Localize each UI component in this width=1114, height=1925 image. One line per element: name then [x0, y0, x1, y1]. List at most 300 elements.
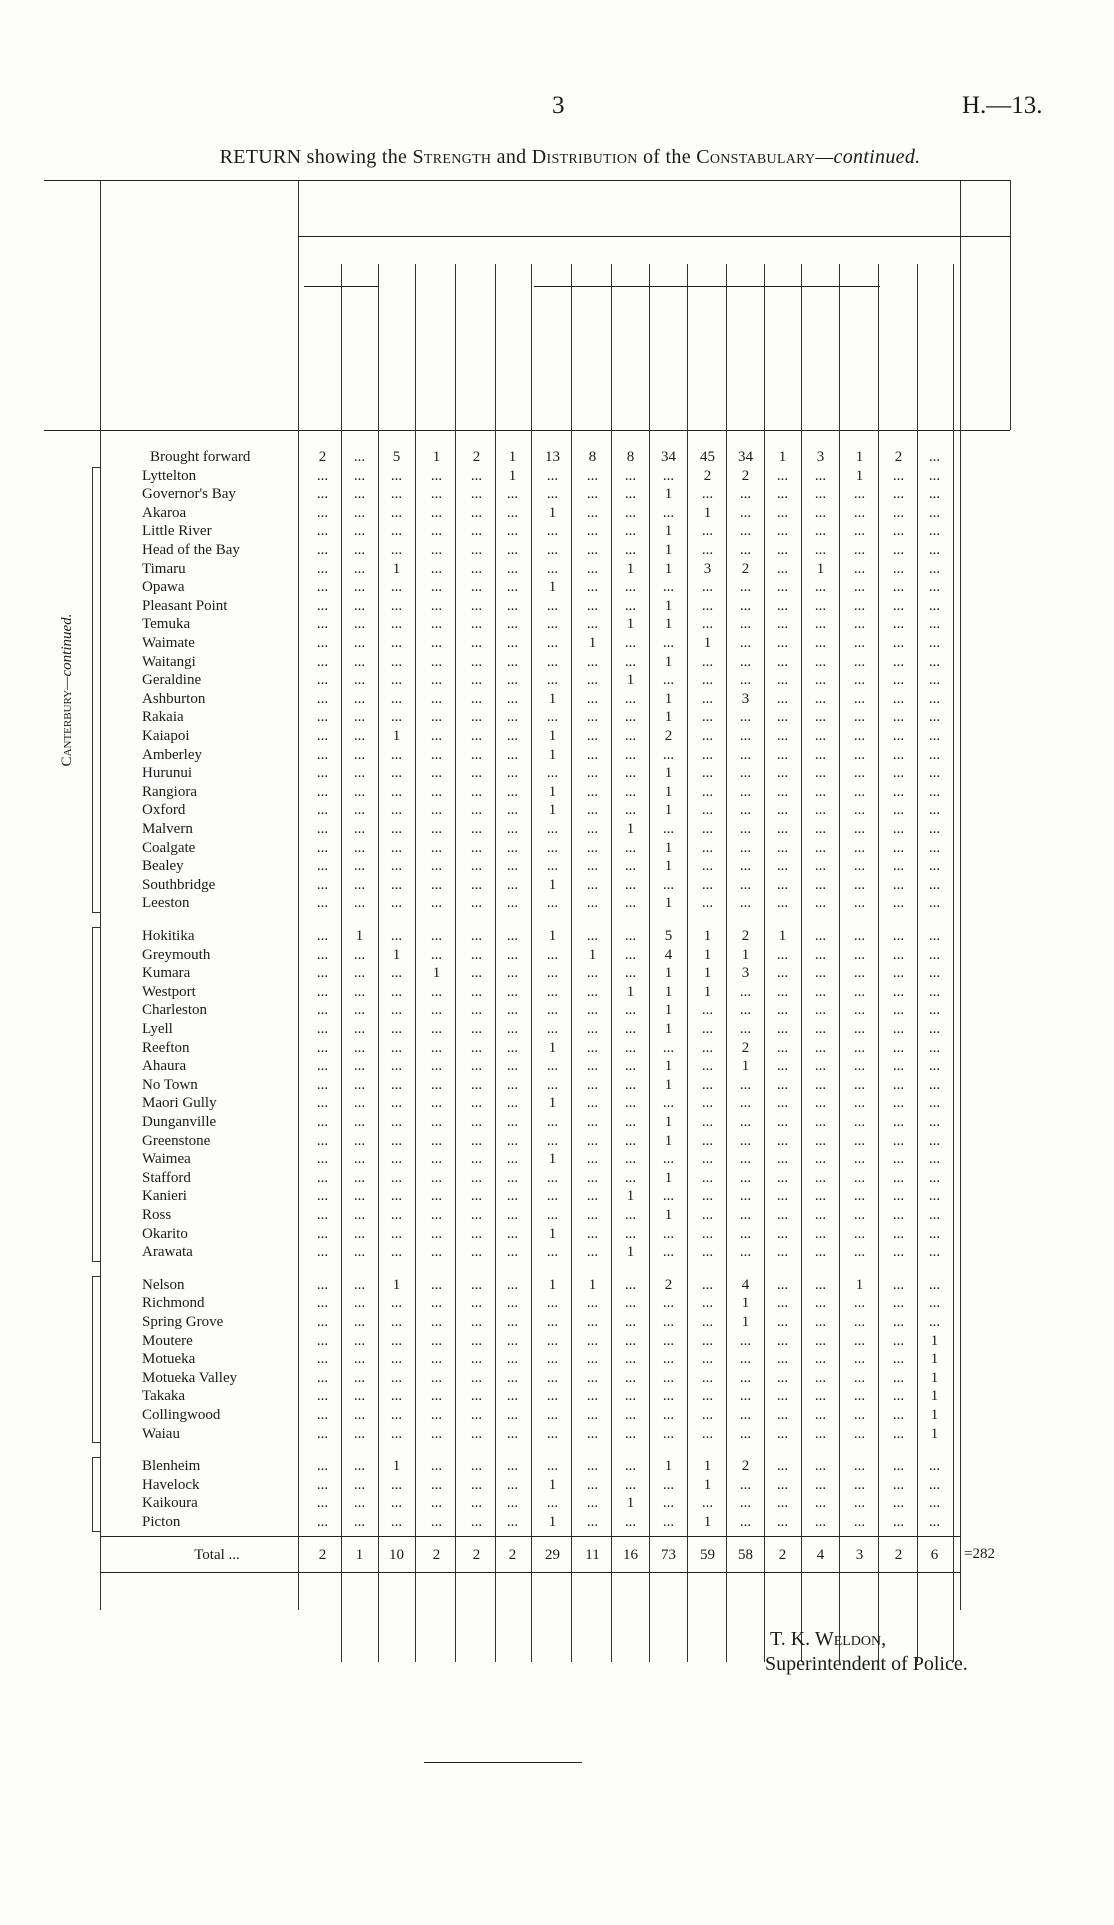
table-cell: ...: [624, 690, 637, 707]
table-cell: 1: [855, 1276, 864, 1293]
district-label-2: [66, 1449, 86, 1539]
table-cell: ...: [506, 965, 519, 982]
table-cell: ...: [853, 1244, 866, 1261]
table-cell: ...: [546, 1495, 559, 1512]
table-cell: 1: [548, 802, 557, 819]
district-name: Canterbury: [59, 689, 75, 767]
table-cell: ...: [353, 486, 366, 503]
table-cell: ...: [928, 1314, 941, 1330]
station-name: [142, 1057, 324, 1075]
table-cell: 2: [894, 449, 903, 465]
table-cell: ...: [928, 542, 941, 558]
table-cell: ...: [892, 1095, 905, 1112]
station-name: [142, 1294, 324, 1312]
table-cell: ...: [814, 1002, 827, 1019]
table-cell: ...: [624, 839, 637, 856]
station-label: Maori Gully: [142, 1095, 220, 1111]
table-cell: ...: [739, 746, 752, 763]
table-cell: ...: [430, 876, 443, 893]
table-cell: 1: [930, 1332, 939, 1349]
table-cell: ...: [701, 1188, 714, 1205]
table-cell: ...: [892, 1207, 905, 1223]
station-name: [142, 839, 324, 857]
table-cell: ...: [470, 1244, 483, 1261]
table-cell: ...: [624, 709, 637, 726]
table-cell: ...: [470, 1276, 483, 1293]
table-cell: ...: [739, 1002, 752, 1019]
table-cell: ...: [506, 821, 519, 837]
title-suffix: —continued.: [815, 146, 921, 168]
table-cell: ...: [853, 1002, 866, 1019]
table-cell: ...: [470, 597, 483, 614]
table-cell: ...: [316, 1188, 329, 1205]
table-cell: ...: [470, 858, 483, 875]
table-cell: ...: [316, 783, 329, 800]
table-cell: 1: [703, 946, 712, 963]
table-cell: ...: [814, 1425, 827, 1442]
column-header-8: [620, 298, 642, 422]
table-cell: ...: [353, 1151, 366, 1168]
total-cell: 10: [389, 1546, 404, 1563]
table-cell: ...: [586, 983, 599, 1000]
table-cell: ...: [390, 895, 403, 912]
table-cell: ...: [430, 1369, 443, 1386]
table-cell: ...: [546, 1114, 559, 1130]
table-cell: ...: [739, 1495, 752, 1512]
table-cell: ...: [814, 1332, 827, 1349]
table-cell: ...: [546, 1169, 559, 1186]
table-cell: ...: [470, 1388, 483, 1405]
table-cell: ...: [470, 1495, 483, 1512]
station-label: Southbridge: [142, 877, 218, 893]
table-cell: ...: [390, 765, 403, 782]
table-cell: ...: [353, 1114, 366, 1130]
table-cell: ...: [853, 1021, 866, 1037]
table-cell: ...: [353, 635, 366, 651]
table-cell: ...: [814, 616, 827, 633]
table-cell: 1: [508, 449, 517, 465]
table-cell: 1: [355, 928, 364, 944]
table-title: [130, 146, 1010, 169]
station-name: [142, 946, 324, 964]
table-cell: ...: [853, 672, 866, 689]
table-cell: ...: [701, 1169, 714, 1186]
column-header-11: [735, 298, 757, 422]
table-cell: ...: [928, 928, 941, 944]
station-name: [142, 1039, 324, 1057]
table-cell: ...: [506, 1244, 519, 1261]
table-cell: ...: [586, 802, 599, 819]
table-cell: ...: [624, 1388, 637, 1405]
table-cell: 1: [548, 1514, 557, 1530]
table-cell: ...: [390, 1495, 403, 1512]
table-cell: ...: [353, 1002, 366, 1019]
column-header-0: [312, 298, 334, 422]
table-cell: ...: [776, 1369, 789, 1386]
table-cell: ...: [892, 1114, 905, 1130]
table-cell: ...: [506, 876, 519, 893]
station-name: [142, 876, 324, 894]
table-cell: ...: [701, 783, 714, 800]
table-cell: ...: [546, 1244, 559, 1261]
table-cell: ...: [928, 690, 941, 707]
table-cell: ...: [506, 983, 519, 1000]
table-cell: ...: [701, 616, 714, 633]
table-cell: 2: [741, 1458, 750, 1475]
table-cell: ...: [390, 1151, 403, 1168]
table-cell: ...: [928, 523, 941, 540]
table-cell: ...: [701, 1407, 714, 1423]
table-cell: 1: [930, 1425, 939, 1442]
total-cell: 2: [894, 1546, 903, 1563]
station-name: [142, 485, 324, 503]
table-cell: ...: [892, 1132, 905, 1149]
station-label: Oxford: [142, 802, 188, 818]
table-cell: ...: [892, 597, 905, 614]
table-cell: ...: [353, 1225, 366, 1242]
table-cell: ...: [853, 616, 866, 633]
table-cell: ...: [586, 523, 599, 540]
table-cell: ...: [316, 560, 329, 577]
table-cell: ...: [430, 1314, 443, 1330]
total-cell: 2: [318, 1546, 327, 1563]
table-cell: ...: [390, 635, 403, 651]
table-cell: ...: [353, 1188, 366, 1205]
table-cell: ...: [316, 635, 329, 651]
table-cell: ...: [430, 672, 443, 689]
table-cell: ...: [928, 1207, 941, 1223]
table-cell: ...: [546, 523, 559, 540]
table-cell: ...: [776, 709, 789, 726]
table-cell: ...: [390, 1039, 403, 1056]
table-cell: ...: [506, 1514, 519, 1530]
table-cell: ...: [430, 1458, 443, 1475]
table-cell: ...: [853, 523, 866, 540]
table-cell: ...: [853, 579, 866, 596]
table-cell: ...: [928, 895, 941, 912]
table-cell: ...: [546, 1058, 559, 1075]
table-cell: ...: [624, 1425, 637, 1442]
table-cell: ...: [928, 560, 941, 577]
table-cell: ...: [624, 1295, 637, 1312]
table-cell: ...: [316, 1407, 329, 1423]
column-header-9: [658, 298, 680, 422]
table-cell: ...: [470, 1295, 483, 1312]
table-cell: ...: [316, 1039, 329, 1056]
table-cell: ...: [928, 1169, 941, 1186]
table-cell: ...: [892, 1514, 905, 1530]
header-bottom-rule: [44, 430, 1010, 431]
table-cell: ...: [776, 1295, 789, 1312]
table-cell: 1: [548, 876, 557, 893]
station-name: [142, 1076, 324, 1094]
station-name: [142, 1001, 324, 1019]
table-cell: ...: [430, 1076, 443, 1093]
table-cell: ...: [892, 765, 905, 782]
table-cell: ...: [546, 616, 559, 633]
table-cell: ...: [739, 1132, 752, 1149]
table-cell: ...: [776, 1151, 789, 1168]
table-cell: ...: [586, 1021, 599, 1037]
table-cell: ...: [316, 597, 329, 614]
table-cell: ...: [776, 1076, 789, 1093]
table-cell: 34: [661, 449, 676, 465]
table-cell: ...: [776, 1021, 789, 1037]
table-cell: 1: [664, 1076, 673, 1093]
table-cell: ...: [892, 523, 905, 540]
table-cell: ...: [892, 858, 905, 875]
table-cell: ...: [353, 839, 366, 856]
table-cell: ...: [776, 983, 789, 1000]
table-cell: ...: [390, 1425, 403, 1442]
table-cell: ...: [892, 746, 905, 763]
table-cell: 1: [703, 1476, 712, 1493]
table-cell: ...: [624, 1476, 637, 1493]
table-cell: ...: [662, 876, 675, 893]
table-cell: ...: [506, 1332, 519, 1349]
table-cell: ...: [814, 965, 827, 982]
table-cell: ...: [586, 1351, 599, 1368]
table-cell: ...: [701, 690, 714, 707]
table-cell: ...: [546, 965, 559, 982]
table-cell: ...: [928, 635, 941, 651]
table-cell: ...: [853, 895, 866, 912]
table-cell: ...: [470, 746, 483, 763]
table-cell: ...: [739, 1388, 752, 1405]
table-cell: ...: [928, 1021, 941, 1037]
table-cell: ...: [353, 1351, 366, 1368]
table-cell: ...: [506, 946, 519, 963]
station-name: [142, 504, 324, 522]
station-label: Kaiapoi: [142, 728, 192, 744]
table-cell: ...: [892, 1425, 905, 1442]
column-header-5: [502, 270, 524, 422]
table-cell: ...: [892, 946, 905, 963]
table-cell: ...: [776, 1314, 789, 1330]
table-cell: ...: [892, 616, 905, 633]
station-label: Collingwood: [142, 1407, 223, 1423]
table-cell: ...: [624, 1114, 637, 1130]
table-cell: ...: [506, 728, 519, 744]
table-cell: ...: [624, 1095, 637, 1112]
station-label: Motueka: [142, 1351, 198, 1367]
table-cell: ...: [662, 1332, 675, 1349]
table-cell: ...: [624, 1369, 637, 1386]
sergeants-rule: [534, 286, 650, 287]
table-cell: ...: [586, 1151, 599, 1168]
table-cell: 1: [508, 467, 517, 484]
strength-table: [44, 180, 1066, 1610]
table-cell: ...: [353, 765, 366, 782]
station-label: Lyell: [142, 1021, 176, 1037]
table-cell: ...: [506, 1002, 519, 1019]
table-cell: ...: [662, 746, 675, 763]
table-cell: ...: [506, 1151, 519, 1168]
table-cell: ...: [470, 653, 483, 670]
table-top-rule: [44, 180, 1010, 181]
station-label: Ashburton: [142, 691, 208, 707]
table-cell: ...: [353, 672, 366, 689]
column-header-10: [697, 298, 719, 422]
table-cell: ...: [739, 1188, 752, 1205]
station-name: [142, 964, 324, 982]
table-cell: ...: [390, 928, 403, 944]
table-cell: ...: [662, 1039, 675, 1056]
table-cell: ...: [586, 467, 599, 484]
table-cell: ...: [353, 504, 366, 521]
table-cell: ...: [739, 523, 752, 540]
table-cell: ...: [892, 1021, 905, 1037]
table-cell: ...: [470, 1369, 483, 1386]
table-cell: ...: [316, 1276, 329, 1293]
table-cell: ...: [546, 1314, 559, 1330]
table-cell: ...: [853, 983, 866, 1000]
table-cell: ...: [814, 1388, 827, 1405]
table-cell: ...: [892, 1388, 905, 1405]
station-label: Temuka: [142, 616, 193, 632]
table-cell: 4: [741, 1276, 750, 1293]
table-cell: 1: [930, 1351, 939, 1368]
table-cell: ...: [353, 597, 366, 614]
table-cell: ...: [390, 783, 403, 800]
table-cell: ...: [776, 946, 789, 963]
table-cell: ...: [662, 1425, 675, 1442]
total-top-rule: [100, 1536, 960, 1537]
table-cell: 1: [664, 1458, 673, 1475]
table-cell: ...: [853, 1476, 866, 1493]
table-cell: ...: [353, 1076, 366, 1093]
table-cell: ...: [892, 672, 905, 689]
station-label: Motueka Valley: [142, 1370, 240, 1386]
table-cell: ...: [853, 1514, 866, 1530]
table-cell: 1: [626, 1244, 635, 1261]
table-cell: ...: [853, 1132, 866, 1149]
table-cell: ...: [353, 1244, 366, 1261]
table-cell: ...: [928, 1002, 941, 1019]
table-cell: ...: [430, 928, 443, 944]
station-name: [142, 653, 324, 671]
table-cell: ...: [506, 1058, 519, 1075]
table-cell: ...: [776, 1207, 789, 1223]
table-cell: ...: [928, 616, 941, 633]
table-cell: ...: [470, 1514, 483, 1530]
station-label: Waitangi: [142, 654, 199, 670]
table-cell: ...: [546, 1132, 559, 1149]
table-cell: ...: [430, 1351, 443, 1368]
district-label: [59, 560, 81, 820]
table-cell: ...: [353, 1207, 366, 1223]
table-cell: ...: [814, 579, 827, 596]
table-cell: ...: [892, 928, 905, 944]
table-cell: ...: [470, 523, 483, 540]
table-cell: ...: [470, 983, 483, 1000]
station-name: [142, 1350, 324, 1368]
table-cell: ...: [739, 1332, 752, 1349]
table-cell: ...: [390, 1351, 403, 1368]
total-cell: 2: [432, 1546, 441, 1563]
district-suffix: —continued.: [59, 613, 75, 690]
table-cell: ...: [506, 672, 519, 689]
table-cell: ...: [353, 965, 366, 982]
table-cell: ...: [739, 653, 752, 670]
table-cell: 1: [664, 653, 673, 670]
column-header-4: [466, 270, 488, 422]
table-cell: ...: [853, 1207, 866, 1223]
table-cell: ...: [624, 635, 637, 651]
table-cell: ...: [814, 928, 827, 944]
table-cell: ...: [316, 1295, 329, 1312]
table-cell: 1: [664, 1058, 673, 1075]
table-cell: ...: [316, 1332, 329, 1349]
table-cell: ...: [853, 1169, 866, 1186]
table-cell: ...: [814, 709, 827, 726]
table-cell: ...: [892, 1188, 905, 1205]
table-cell: ...: [586, 895, 599, 912]
table-cell: ...: [586, 765, 599, 782]
table-cell: ...: [892, 728, 905, 744]
table-cell: ...: [892, 542, 905, 558]
table-cell: ...: [814, 1132, 827, 1149]
table-cell: ...: [390, 983, 403, 1000]
table-cell: 1: [930, 1388, 939, 1405]
station-label: Stafford: [142, 1170, 194, 1186]
table-cell: ...: [506, 635, 519, 651]
table-cell: ...: [701, 709, 714, 726]
table-cell: ...: [546, 467, 559, 484]
table-cell: ...: [470, 467, 483, 484]
table-cell: ...: [814, 1058, 827, 1075]
station-name: [142, 1113, 324, 1131]
total-cell: 2: [778, 1546, 787, 1563]
table-cell: ...: [353, 1425, 366, 1442]
table-cell: ...: [776, 1495, 789, 1512]
station-name: [142, 690, 324, 708]
table-cell: 1: [664, 542, 673, 558]
table-cell: ...: [586, 1188, 599, 1205]
table-cell: ...: [739, 1207, 752, 1223]
table-cell: 1: [626, 560, 635, 577]
table-cell: ...: [624, 504, 637, 521]
table-cell: ...: [390, 1314, 403, 1330]
table-cell: ...: [662, 1476, 675, 1493]
table-cell: ...: [430, 1058, 443, 1075]
table-cell: ...: [892, 690, 905, 707]
table-cell: ...: [430, 1388, 443, 1405]
district-bracket: [92, 1276, 93, 1443]
title-mid3: of the: [637, 146, 697, 168]
table-cell: ...: [814, 746, 827, 763]
table-cell: ...: [353, 1514, 366, 1530]
document-reference: H.—13.: [962, 92, 1043, 119]
table-cell: ...: [430, 1021, 443, 1037]
table-cell: ...: [316, 690, 329, 707]
station-label: Westport: [142, 984, 199, 1000]
table-cell: ...: [430, 839, 443, 856]
table-cell: ...: [739, 1114, 752, 1130]
total-cell: 2: [472, 1546, 481, 1563]
table-cell: ...: [586, 1295, 599, 1312]
table-cell: ...: [586, 1169, 599, 1186]
table-cell: ...: [624, 579, 637, 596]
table-cell: 3: [741, 965, 750, 982]
table-cell: ...: [390, 821, 403, 837]
table-cell: ...: [853, 1188, 866, 1205]
table-cell: ...: [316, 983, 329, 1000]
table-cell: ...: [506, 839, 519, 856]
table-cell: ...: [353, 983, 366, 1000]
table-cell: 1: [432, 449, 441, 465]
table-cell: 1: [741, 1295, 750, 1312]
